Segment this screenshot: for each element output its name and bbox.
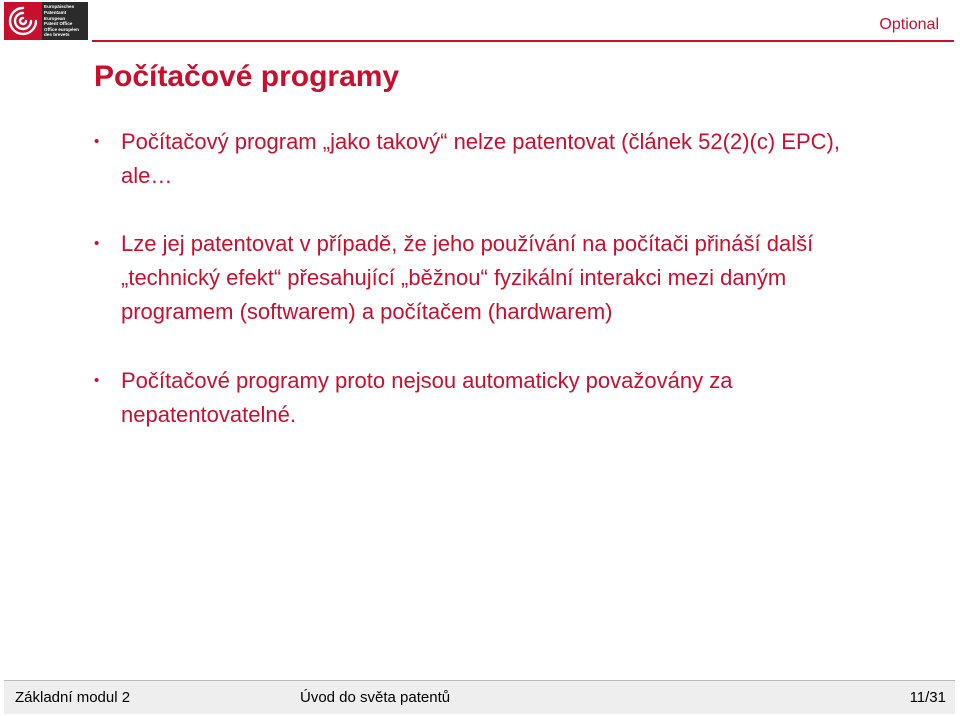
epo-logo (4, 2, 88, 40)
optional-label: Optional (879, 16, 939, 33)
bullet-text: Lze jej patentovat v případě, že jeho používání na počítači přináší další „technický efekt“ přesahující „běžnou“ fyzikální interakci mezi daným programem (softwarem) a počítačem (hardwarem) (121, 231, 814, 324)
bullet-text: Počítačové programy proto nejsou automaticky považovány za nepatentovatelné. (121, 368, 733, 427)
slide-title: Počítačové programy (94, 60, 400, 93)
page-number: 11/31 (909, 689, 946, 706)
logo-line: Patentamt (44, 9, 67, 15)
epo-logo-mark-icon (4, 2, 42, 40)
bullet-dot-icon: • (94, 235, 100, 252)
logo-line: des brevets (44, 32, 70, 38)
header-divider (92, 40, 954, 42)
footer-module-label: Základní modul 2 (15, 689, 131, 706)
logo-line: Office européen (44, 27, 79, 33)
bullet-dot-icon: • (94, 133, 100, 150)
bullet-item (94, 364, 841, 432)
epo-logo-wordmark (42, 4, 79, 37)
footer-bar (4, 680, 955, 714)
bullet-item (94, 125, 841, 193)
logo-line: Patent Office (44, 21, 73, 26)
footer-course-title: Úvod do světa patentů (300, 689, 451, 706)
logo-line: European (44, 15, 66, 21)
bullet-dot-icon: • (94, 372, 100, 389)
logo-line: Europäisches (44, 4, 75, 10)
bullet-text: Počítačový program „jako takový“ nelze patentovat (článek 52(2)(c) EPC), ale… (121, 129, 840, 188)
bullet-item (94, 227, 841, 329)
